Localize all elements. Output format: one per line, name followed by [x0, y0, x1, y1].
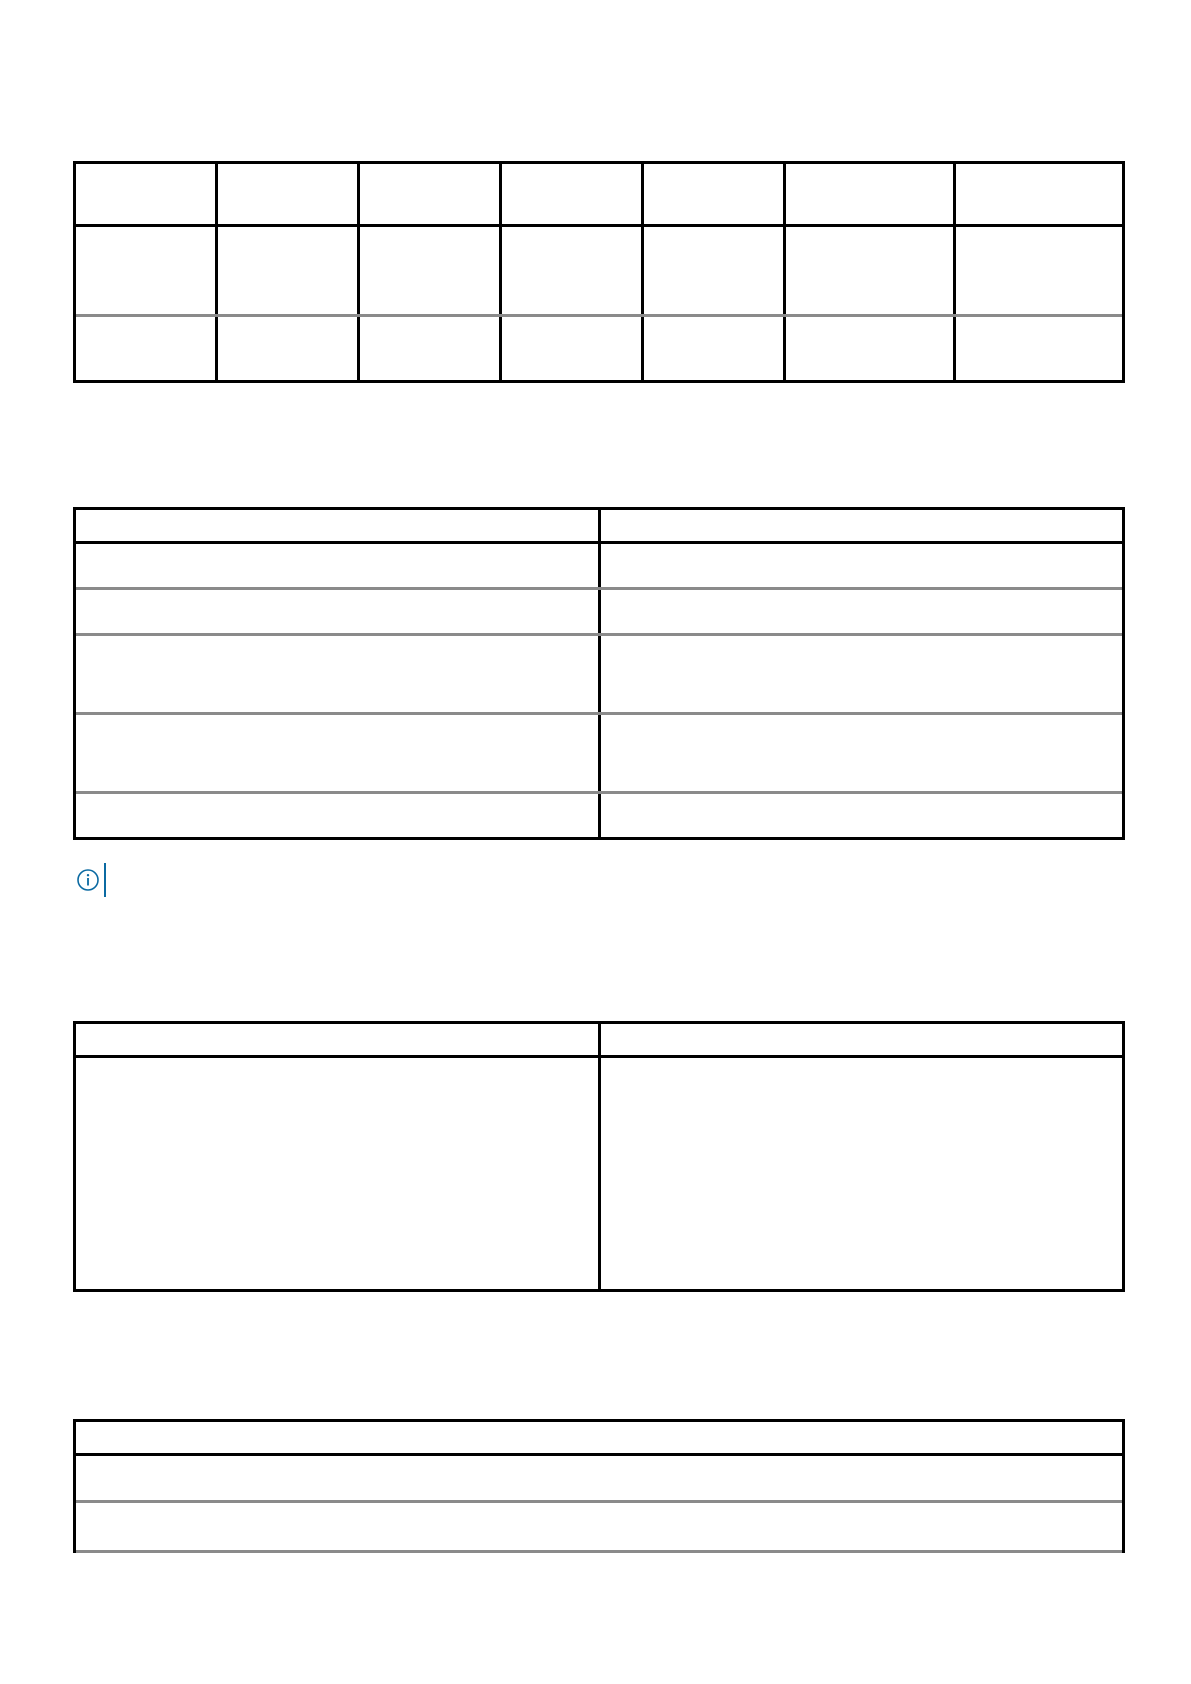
table-cell: [786, 164, 956, 224]
table-4-header-row: [76, 1422, 1122, 1456]
table-cell: [786, 317, 956, 380]
table-cell: [218, 164, 360, 224]
table-cell: [76, 227, 218, 314]
table-cell: [601, 1058, 1122, 1289]
table-cell: [76, 1024, 601, 1055]
table-cell: [76, 317, 218, 380]
table-cell: [76, 510, 601, 541]
table-row: [76, 794, 1122, 837]
table-cell: [786, 227, 956, 314]
table-row: [76, 590, 1122, 636]
table-row: [76, 1456, 1122, 1503]
table-cell: [76, 794, 601, 837]
table-cell: [644, 227, 786, 314]
table-cell: [601, 510, 1122, 541]
table-cell: [644, 164, 786, 224]
table-cell: [360, 227, 502, 314]
table-cell: [76, 164, 218, 224]
table-cell: [502, 317, 644, 380]
table-cell: [502, 164, 644, 224]
table-cell: [76, 1058, 601, 1289]
table-cell: [601, 794, 1122, 837]
note: [76, 863, 106, 897]
table-cell: [601, 590, 1122, 633]
table-cell: [76, 590, 601, 633]
table-cell: [502, 227, 644, 314]
table-4: [73, 1419, 1125, 1553]
table-cell: [956, 227, 1122, 314]
table-row: [76, 544, 1122, 590]
table-row: [76, 227, 1122, 317]
table-3: [73, 1021, 1125, 1292]
table-1: [73, 161, 1125, 383]
table-cell: [601, 544, 1122, 587]
table-cell: [76, 1456, 1122, 1500]
table-cell: [76, 636, 601, 712]
table-cell: [76, 544, 601, 587]
note-divider: [104, 863, 106, 897]
table-row: [76, 317, 1122, 380]
table-cell: [218, 227, 360, 314]
table-cell: [956, 164, 1122, 224]
table-cell: [601, 715, 1122, 791]
table-cell: [601, 1024, 1122, 1055]
info-circle-icon: [76, 868, 100, 892]
table-cell: [360, 164, 502, 224]
table-cell: [601, 636, 1122, 712]
table-row: [76, 715, 1122, 794]
table-2-header-row: [76, 510, 1122, 544]
table-row: [76, 1058, 1122, 1289]
table-row: [76, 1503, 1122, 1553]
table-2: [73, 507, 1125, 840]
table-cell: [76, 1422, 1122, 1453]
table-row: [76, 636, 1122, 715]
table-cell: [360, 317, 502, 380]
table-1-header-row: [76, 164, 1122, 227]
table-cell: [218, 317, 360, 380]
table-cell: [956, 317, 1122, 380]
table-cell: [76, 715, 601, 791]
table-cell: [76, 1503, 1122, 1550]
table-3-header-row: [76, 1024, 1122, 1058]
table-cell: [644, 317, 786, 380]
